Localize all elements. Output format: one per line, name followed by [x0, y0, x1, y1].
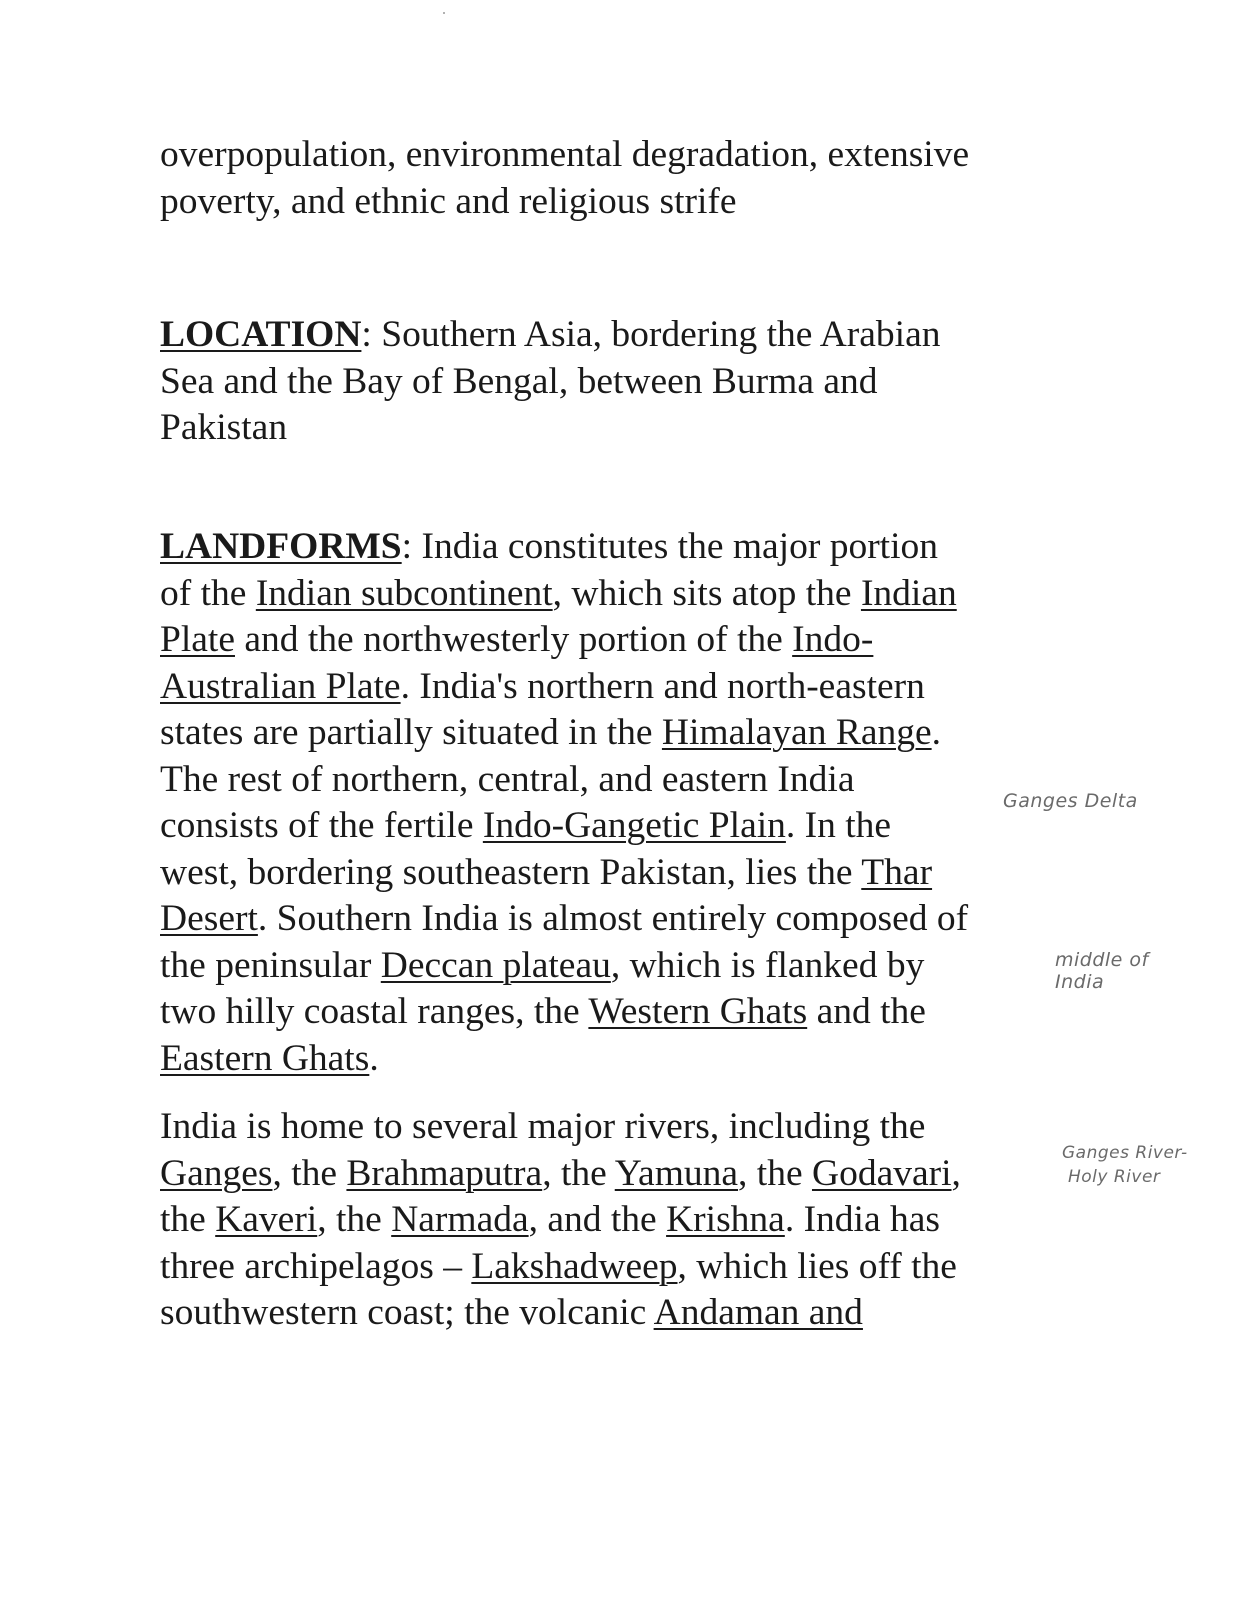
term-indo-australian-plate: Indo-: [792, 619, 874, 660]
landforms-line: Australian Plate. India's northern and north-eastern: [160, 665, 925, 707]
rivers-line: India is home to several major rivers, including the: [160, 1106, 926, 1147]
landforms-line: Eastern Ghats.: [160, 1037, 379, 1079]
term-kaveri: Kaveri: [215, 1199, 318, 1240]
term-andaman-and: Andaman and: [653, 1292, 863, 1333]
landforms-paragraph: [160, 524, 968, 1082]
intro-line: overpopulation, environmental degradation, extensive: [160, 134, 970, 175]
term-lakshadweep: Lakshadweep: [471, 1245, 678, 1287]
term-thar-desert: Desert: [160, 898, 258, 939]
term-yamuna: Yamuna: [614, 1152, 739, 1194]
term-thar-desert: Thar: [861, 851, 933, 893]
term-krishna: Krishna: [666, 1199, 785, 1240]
term-ganges: Ganges: [160, 1152, 273, 1194]
rivers-line: Ganges, the Brahmaputra, the Yamuna, the Godavari,: [160, 1152, 961, 1194]
term-narmada: Narmada: [391, 1199, 529, 1240]
location-line: LOCATION: Southern Asia, bordering the Arabian: [160, 314, 941, 355]
term-indian-plate: Indian: [860, 572, 957, 614]
location-heading: LOCATION: [160, 314, 362, 355]
annotation-ganges-delta: Ganges Delta: [1003, 790, 1138, 812]
term-indo-australian-plate: Australian Plate: [160, 665, 401, 707]
location-paragraph: [160, 312, 940, 452]
landforms-line: Desert. Southern India is almost entirely composed of: [160, 898, 969, 939]
annotation-middle-of-india: middle of India: [1055, 949, 1149, 993]
term-indian-plate: Plate: [160, 619, 235, 660]
term-godavari: Godavari: [811, 1152, 952, 1194]
rivers-line: three archipelagos – Lakshadweep, which lies off the: [160, 1245, 957, 1287]
annotation-ganges-river: Ganges River- Holy River: [1062, 1143, 1188, 1187]
rivers-paragraph: [160, 1104, 961, 1337]
intro-paragraph: [160, 132, 969, 225]
scan-speck: [443, 12, 445, 14]
location-line: Sea and the Bay of Bengal, between Burma and: [160, 360, 878, 402]
term-western-ghats: Western Ghats: [588, 991, 808, 1032]
term-eastern-ghats: Eastern Ghats: [160, 1037, 370, 1079]
landforms-line: states are partially situated in the Himalayan Range.: [160, 712, 941, 753]
rivers-line: the Kaveri, the Narmada, and the Krishna. India has: [160, 1199, 940, 1240]
landforms-line: LANDFORMS: India constitutes the major portion: [160, 526, 939, 567]
landforms-line: of the Indian subcontinent, which sits atop the Indian: [160, 572, 957, 614]
landforms-line: west, bordering southeastern Pakistan, lies the Thar: [160, 851, 933, 893]
term-himalayan-range: Himalayan Range: [661, 712, 932, 753]
landforms-heading: LANDFORMS: [160, 526, 402, 567]
location-line: Pakistan: [160, 407, 288, 448]
term-indian-subcontinent: Indian subcontinent: [255, 572, 553, 614]
term-indo-gangetic-plain: Indo-Gangetic Plain: [482, 805, 786, 846]
term-brahmaputra: Brahmaputra: [346, 1152, 543, 1194]
landforms-line: two hilly coastal ranges, the Western Ghats and the: [160, 991, 926, 1032]
rivers-line: southwestern coast; the volcanic Andaman and: [160, 1292, 863, 1333]
intro-line: poverty, and ethnic and religious strife: [160, 180, 737, 222]
landforms-line: the peninsular Deccan plateau, which is flanked by: [160, 944, 925, 986]
landforms-line: The rest of northern, central, and eastern India: [160, 758, 855, 800]
landforms-line: consists of the fertile Indo-Gangetic Plain. In the: [160, 805, 892, 846]
term-deccan-plateau: Deccan plateau: [380, 944, 611, 986]
landforms-line: Plate and the northwesterly portion of the Indo-: [160, 619, 874, 660]
